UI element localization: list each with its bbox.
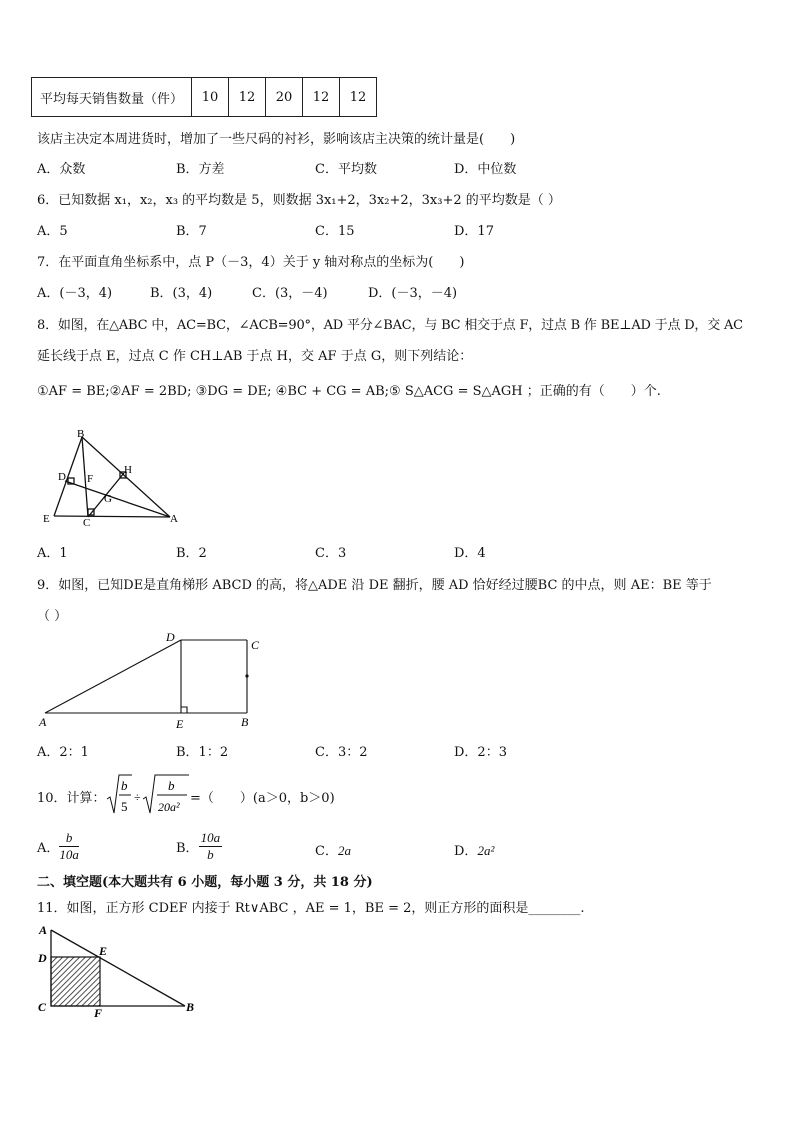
q9-label-d: D: [166, 630, 175, 644]
q11-inscribed-square: [51, 957, 100, 1006]
q10-option-b-den: b: [207, 847, 214, 862]
q10-option-a-fraction: [59, 830, 79, 863]
q8-line1: 8．如图，在△ABC 中，AC=BC，∠ACB=90°，AD 平分∠BAC，与 BC 相交于点 F，过点 B 作 BE⊥AD 于点 D，交 AC: [37, 318, 743, 333]
q10-option-b-fraction: [199, 830, 223, 863]
q9-option-b: B．1：2: [176, 745, 229, 760]
q9-label-e: E: [176, 717, 184, 731]
q11-stem: 11．如图，正方形 CDEF 内接于 Rt∨ABC ，AE = 1，BE = 2，则正方形的面积是________.: [37, 901, 585, 916]
q10-a-den: 5: [121, 799, 128, 814]
q5-option-d: D．中位数: [454, 162, 517, 177]
q8-line2: 延长线于点 E，过点 C 作 CH⊥AB 于点 H，交 AF 于点 G，则下列结论：: [37, 349, 473, 364]
q8-label-e: E: [43, 513, 50, 525]
sales-table: [31, 77, 377, 117]
q8-label-b: B: [77, 428, 85, 440]
q10-prefix: 10．计算：: [37, 791, 106, 806]
q9-line1: 9．如图，已知DE是直角梯形 ABCD 的高，将△ADE 沿 DE 翻折，腰 AD 恰好经过腰BC 的中点，则 AE：BE 等于: [37, 578, 712, 593]
table-cell: 12: [340, 78, 377, 117]
q11-label-e: E: [99, 944, 108, 958]
q10-option-d-label: D．: [454, 844, 478, 859]
q8-label-f: F: [87, 473, 94, 485]
q8-label-h: H: [124, 464, 132, 476]
q7-option-d: D．(－3，－4): [368, 286, 458, 301]
q6-option-b: B．7: [176, 224, 207, 239]
q8-label-g: G: [104, 493, 112, 505]
q5-stem-end: 的衬衫，影响该店主决策的统计量是( ): [271, 132, 516, 147]
q8-triangle-figure: [40, 428, 185, 528]
q10-option-a-num: b: [59, 830, 79, 847]
q10-option-c-text: 2a: [337, 843, 351, 858]
q9-label-c: C: [251, 638, 260, 652]
q9-option-d: D．2：3: [454, 745, 507, 760]
q5-option-b: B．方差: [176, 162, 225, 177]
q10-option-d-text: 2a²: [477, 843, 495, 858]
q6-option-a: A．5: [37, 224, 68, 239]
table-cell: 12: [229, 78, 266, 117]
q9-label-b: B: [241, 715, 249, 729]
q9-label-a: A: [39, 715, 47, 729]
q9-option-c: C．3：2: [315, 745, 368, 760]
q6-stem: 6．已知数据 x₁，x₂，x₃ 的平均数是 5，则数据 3x₁+2，3x₂+2，3x₃+2 的平均数是（ ）: [37, 193, 561, 208]
q10-b-num: b: [168, 778, 175, 793]
q9-line2: （ ）: [37, 609, 68, 624]
q11-label-f: F: [94, 1006, 103, 1017]
q5-stem: [37, 128, 515, 147]
table-row: [32, 78, 377, 117]
q6-option-d: D．17: [454, 224, 494, 239]
table-cell: 12: [303, 78, 340, 117]
q11-square-figure: [35, 922, 205, 1017]
table-cell: 20: [266, 78, 303, 117]
q5-stem-text: 该店主决定本周进货时，增加了一些: [37, 132, 246, 147]
q10-divide: ÷: [134, 790, 141, 804]
q7-option-c: C．(3，－4): [252, 286, 328, 301]
table-header-cell: 平均每天销售数量（件）: [32, 78, 192, 117]
q5-stem-mid: 尺码: [245, 132, 272, 147]
q11-label-c: C: [38, 1000, 47, 1014]
q7-stem: 7．在平面直角坐标系中，点 P（－3，4）关于 y 轴对称点的坐标为( ): [37, 255, 465, 270]
q11-label-a: A: [39, 923, 48, 937]
q7-option-b: B．(3，4): [150, 286, 213, 301]
q8-option-b: B．2: [176, 546, 207, 561]
q10-option-b: [176, 830, 222, 863]
q11-label-b: B: [186, 1000, 195, 1014]
q6-option-c: C．15: [315, 224, 355, 239]
q10-option-c: [315, 840, 351, 859]
q10-option-d: [454, 840, 494, 859]
q9-option-a: A．2：1: [37, 745, 89, 760]
q8-option-c: C．3: [315, 546, 347, 561]
q8-option-d: D．4: [454, 546, 486, 561]
q8-label-c: C: [83, 517, 91, 528]
q8-line3: ①AF = BE;②AF = 2BD; ③DG = DE; ④BC + CG = AB;⑤ S△ACG = S△AGH ；正确的有（ ）个.: [37, 384, 661, 399]
table-cell: 10: [192, 78, 229, 117]
q7-option-a: A．(－3，4): [37, 286, 113, 301]
q10-option-c-label: C．: [315, 844, 338, 859]
q10-suffix: =（ ）(a＞0，b＞0): [190, 791, 335, 806]
section-2-title: 二、填空题(本大题共有 6 小题，每小题 3 分，共 18 分): [37, 875, 373, 890]
q5-option-c: C．平均数: [315, 162, 377, 177]
q10-option-b-label: B．: [176, 841, 199, 856]
q10-option-a-den: 10a: [59, 847, 79, 862]
q10-option-b-num: 10a: [200, 830, 221, 845]
q10-b-den: 20a²: [158, 800, 180, 814]
q10-option-a: [37, 830, 79, 863]
q8-option-a: A．1: [37, 546, 68, 561]
q10-radical-expression: [105, 773, 200, 819]
q8-label-d: D: [58, 471, 66, 483]
q10-a-num: b: [121, 778, 128, 793]
q10-option-a-label: A．: [37, 841, 60, 856]
q8-label-a: A: [170, 513, 178, 525]
q5-option-a: A．众数: [37, 162, 86, 177]
q11-label-d: D: [38, 951, 47, 965]
q9-trapezoid-figure: [35, 628, 265, 733]
